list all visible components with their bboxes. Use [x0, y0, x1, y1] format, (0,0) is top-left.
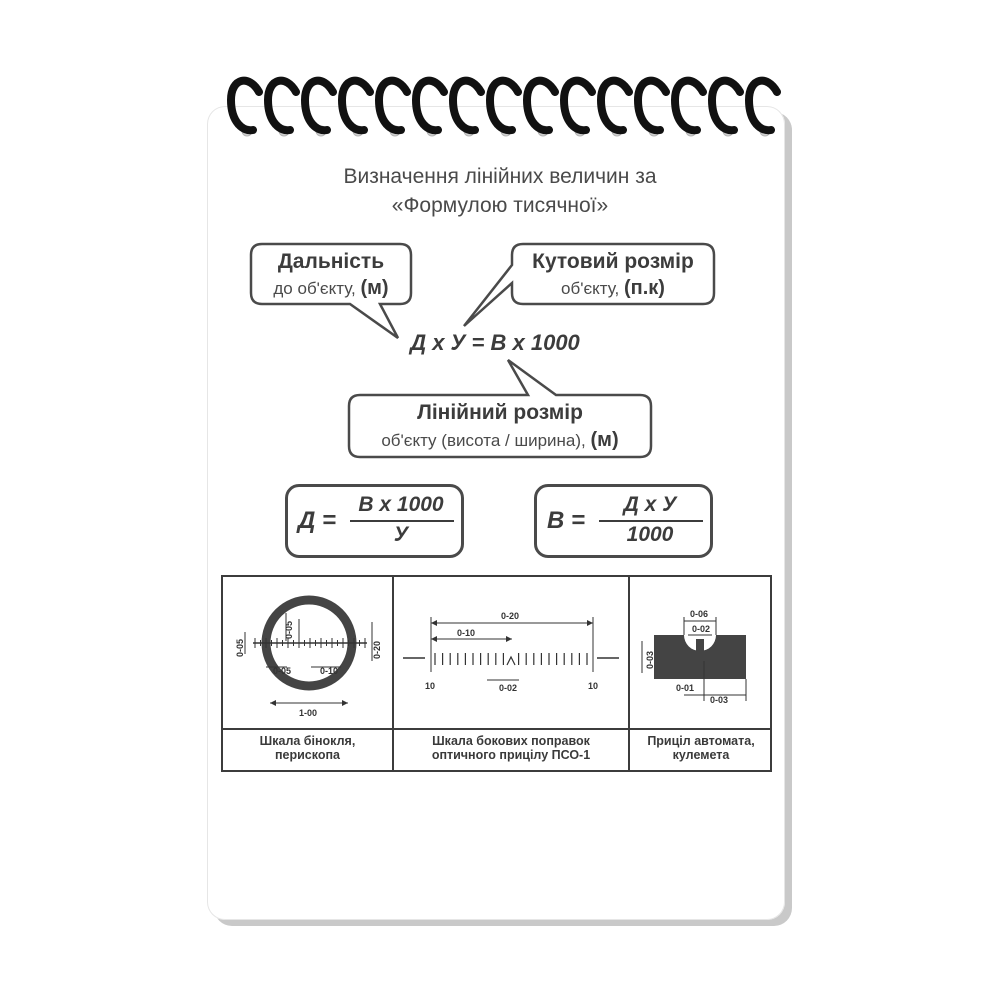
linear-sub: об'єкту (висота / ширина),	[381, 431, 586, 450]
sight-label-top2: 0-02	[692, 624, 711, 634]
sight-label-bottom-b: 0-03	[710, 695, 729, 705]
distance-sub: до об'єкту,	[273, 279, 356, 298]
formula-distance-denominator: У	[393, 523, 409, 546]
binocular-label-v-right: 0-20	[372, 640, 382, 659]
binocular-label-bottom: 1-00	[299, 708, 318, 718]
formula-distance-numerator: В х 1000	[358, 493, 444, 516]
pso-label-top: 0-20	[501, 611, 520, 621]
binding-ring	[231, 81, 259, 131]
formula-size-fraction-bar	[599, 520, 703, 522]
formula-distance-box	[285, 484, 464, 558]
formula-size-numerator: Д х У	[623, 493, 677, 516]
binocular-caption	[223, 734, 392, 762]
pso-caption-line2: оптичного прицілу ПСО-1	[431, 748, 591, 762]
page-title-line1: Визначення лінійних величин за	[343, 165, 657, 188]
binding-ring	[712, 81, 740, 131]
binding-ring	[527, 81, 555, 131]
binding-ring	[416, 81, 444, 131]
binding-ring	[305, 81, 333, 131]
pso-label-small: 0-02	[499, 683, 518, 693]
formula-size-denominator: 1000	[626, 523, 674, 546]
table-caption-divider	[223, 728, 770, 730]
pso-center-chevron	[507, 657, 515, 665]
spiral-binding	[0, 0, 1000, 160]
main-formula: Д х У = В х 1000	[410, 330, 580, 355]
linear-head: Лінійний розмір	[417, 401, 583, 424]
angular-sub: об'єкту,	[561, 279, 620, 298]
binding-ring	[564, 81, 592, 131]
binocular-label-v-left: 0-05	[235, 638, 245, 657]
binocular-label-h-b: 0-10	[320, 666, 339, 676]
arrow-icon	[431, 620, 437, 626]
binding-ring	[268, 81, 296, 131]
arrow-icon	[431, 636, 437, 642]
sight-label-bottom-a: 0-01	[676, 683, 695, 693]
pso-scale-diagram	[395, 577, 627, 727]
linear-bubble	[348, 394, 652, 458]
arrow-icon	[506, 636, 512, 642]
distance-head: Дальність	[277, 250, 385, 273]
sight-diagram	[632, 577, 772, 727]
pso-label-right-num: 10	[588, 681, 599, 691]
arrow-icon	[342, 700, 348, 706]
sight-label-top: 0-06	[690, 609, 709, 619]
sight-caption-line1: Приціл автомата,	[647, 734, 755, 748]
pso-caption	[394, 734, 628, 762]
arrow-icon	[587, 620, 593, 626]
binding-ring	[490, 81, 518, 131]
sight-caption	[630, 734, 772, 762]
formula-size-box	[534, 484, 713, 558]
binding-ring	[379, 81, 407, 131]
sight-caption-line2: кулемета	[672, 748, 730, 762]
binding-ring	[749, 81, 777, 131]
binocular-label-h-a: 0-05	[273, 666, 292, 676]
binding-ring	[601, 81, 629, 131]
pso-label-mid: 0-10	[457, 628, 476, 638]
binding-ring	[675, 81, 703, 131]
scales-table	[221, 575, 772, 772]
binocular-caption-line1: Шкала бінокля,	[259, 734, 356, 748]
angular-bubble	[511, 243, 715, 305]
binocular-scale-diagram	[231, 577, 386, 727]
binding-ring	[342, 81, 370, 131]
arrow-icon	[270, 700, 276, 706]
pso-ticks	[435, 653, 587, 665]
distance-unit: (м)	[360, 277, 389, 299]
sight-label-left: 0-03	[645, 650, 655, 669]
linear-unit: (м)	[590, 429, 619, 451]
pso-caption-line1: Шкала бокових поправок	[432, 734, 590, 748]
page-title-line2: «Формулою тисячної»	[391, 194, 609, 217]
formula-distance-fraction-bar	[350, 520, 454, 522]
binocular-label-v-top: 0-05	[284, 620, 294, 639]
binocular-caption-line2: перископа	[274, 748, 340, 762]
formula-size-lhs: В =	[547, 507, 586, 534]
angular-head: Кутовий розмір	[532, 250, 694, 273]
binding-ring	[453, 81, 481, 131]
distance-bubble	[250, 243, 412, 305]
pso-label-left-num: 10	[425, 681, 436, 691]
formula-distance-lhs: Д =	[298, 507, 337, 534]
binding-ring	[638, 81, 666, 131]
sight-front-post	[696, 639, 704, 661]
angular-unit: (п.к)	[624, 277, 665, 299]
